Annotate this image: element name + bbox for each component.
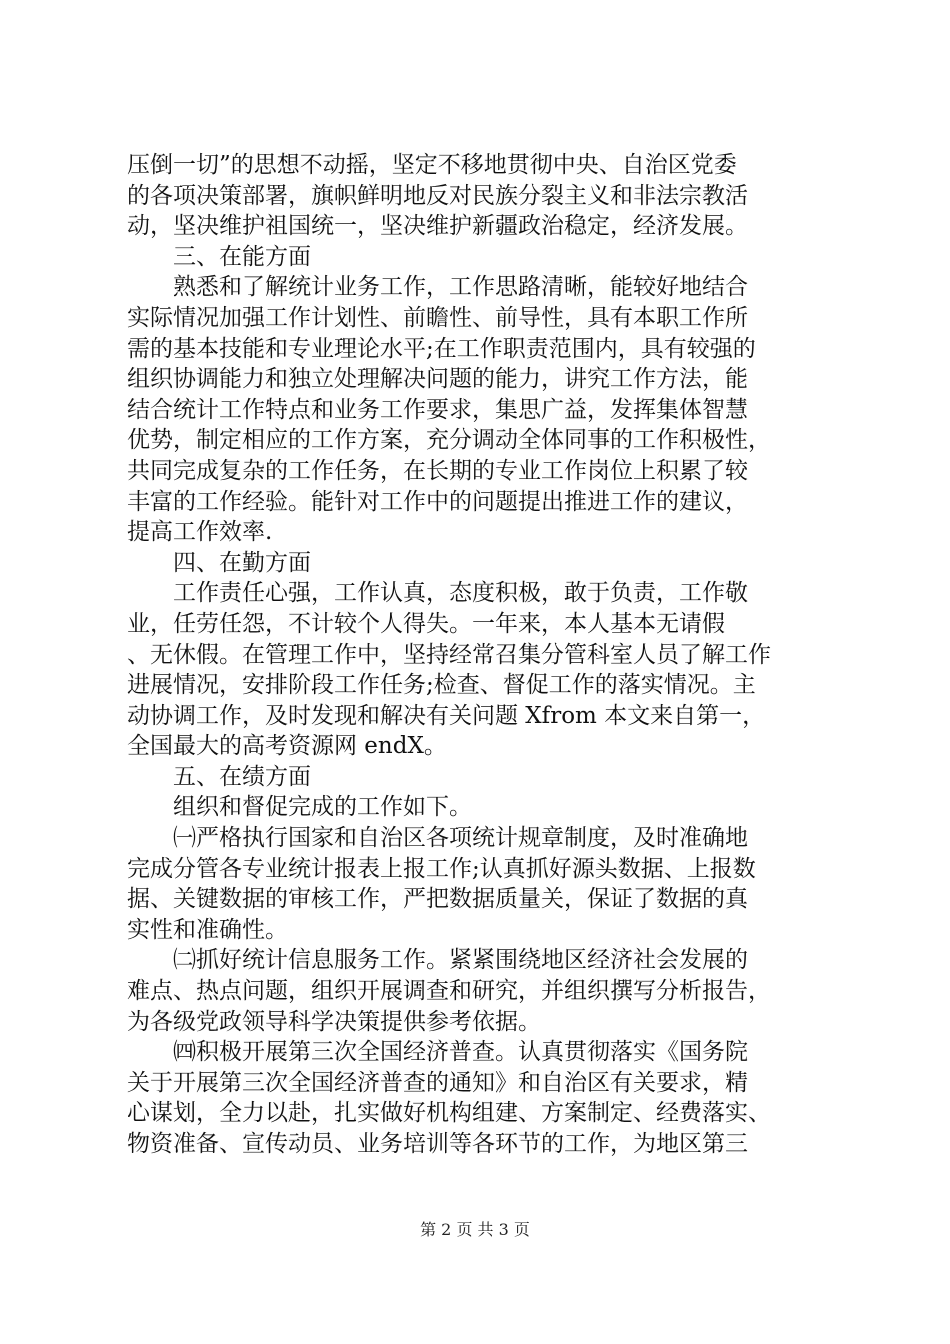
text-line: 实性和准确性。	[127, 916, 288, 943]
text-line: 熟悉和了解统计业务工作，工作思路清晰，能较好地结合	[173, 274, 748, 301]
text-line: 业，任劳任怨，不计较个人得失。一年来，本人基本无请假	[127, 610, 725, 637]
text-line: 动，坚决维护祖国统一，坚决维护新疆政治稳定，经济发展。	[127, 213, 748, 240]
section-heading-ability: 三、在能方面	[173, 243, 311, 270]
text-line: 的各项决策部署，旗帜鲜明地反对民族分裂主义和非法宗教活	[127, 182, 748, 209]
text-line: 需的基本技能和专业理论水平;在工作职责范围内，具有较强的	[127, 335, 756, 362]
page-number-footer: 第 2 页 共 3 页	[420, 1220, 530, 1239]
section-heading-diligence: 四、在勤方面	[173, 549, 311, 576]
text-line: ㈠严格执行国家和自治区各项统计规章制度，及时准确地	[173, 825, 748, 852]
text-line: 为各级党政领导科学决策提供参考依据。	[127, 1008, 541, 1035]
section-heading-performance: 五、在绩方面	[173, 763, 311, 790]
text-line: 组织协调能力和独立处理解决问题的能力，讲究工作方法，能	[127, 366, 748, 393]
text-line: 全国最大的高考资源网 endX。	[127, 733, 447, 760]
text-line: 进展情况，安排阶段工作任务;检查、督促工作的落实情况。主	[127, 672, 756, 699]
text-line: 难点、热点问题，组织开展调查和研究，并组织撰写分析报告，	[127, 978, 771, 1005]
text-line: 压倒一切”的思想不动摇，坚定不移地贯彻中央、自治区党委	[127, 152, 737, 178]
text-line: 、无休假。在管理工作中，坚持经常召集分管科室人员了解工作	[127, 641, 771, 668]
text-line: 物资准备、宣传动员、业务培训等各环节的工作，为地区第三	[127, 1131, 748, 1157]
text-line: ㈣积极开展第三次全国经济普查。认真贯彻落实《国务院	[173, 1039, 748, 1066]
text-line: 实际情况加强工作计划性、前瞻性、前导性，具有本职工作所	[127, 304, 748, 331]
text-line: 组织和督促完成的工作如下。	[173, 794, 472, 821]
text-line: 动协调工作，及时发现和解决有关问题 Xfrom 本文来自第一，	[127, 702, 766, 729]
text-line: 据、关键数据的审核工作，严把数据质量关，保证了数据的真	[127, 886, 748, 913]
document-body	[127, 150, 827, 1160]
text-line: 关于开展第三次全国经济普查的通知》和自治区有关要求，精	[127, 1069, 748, 1096]
text-line: 工作责任心强，工作认真，态度积极，敢于负责，工作敬	[173, 580, 748, 607]
text-line: 共同完成复杂的工作任务，在长期的专业工作岗位上积累了较	[127, 457, 748, 484]
text-line: 结合统计工作特点和业务工作要求，集思广益，发挥集体智慧	[127, 396, 748, 423]
text-line: 心谋划，全力以赴，扎实做好机构组建、方案制定、经费落实、	[127, 1100, 771, 1127]
text-line: 完成分管各专业统计报表上报工作;认真抓好源头数据、上报数	[127, 855, 756, 882]
text-line: ㈡抓好统计信息服务工作。紧紧围绕地区经济社会发展的	[173, 947, 748, 974]
text-line: 提高工作效率.	[127, 519, 273, 546]
text-line: 丰富的工作经验。能针对工作中的问题提出推进工作的建议，	[127, 488, 748, 515]
text-line: 优势，制定相应的工作方案，充分调动全体同事的工作积极性，	[127, 427, 771, 454]
